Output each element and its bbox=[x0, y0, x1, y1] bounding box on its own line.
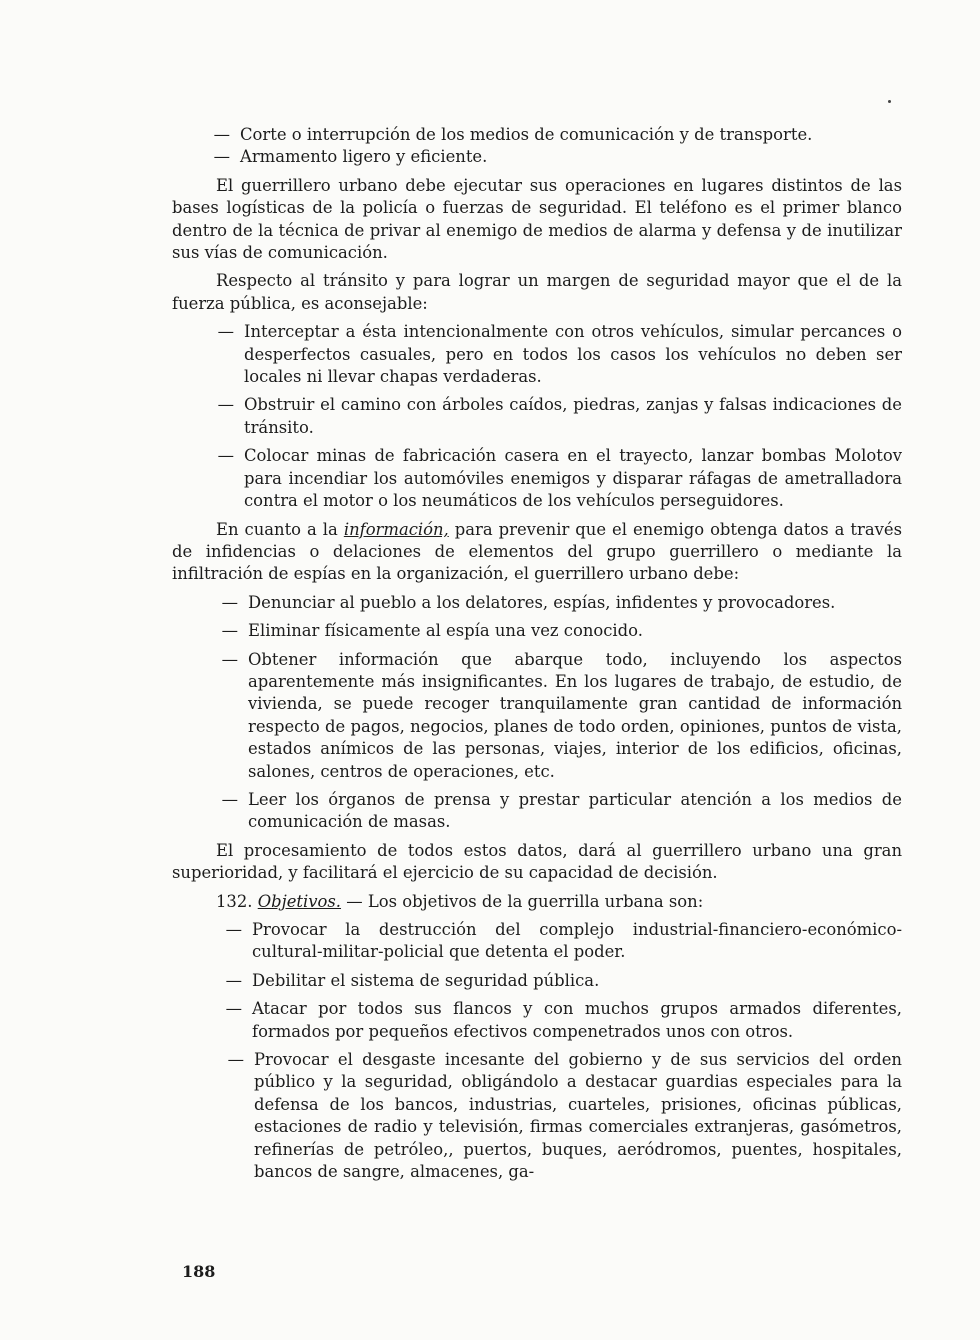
list-item bbox=[172, 998, 902, 1043]
dash-mark: — bbox=[227, 1050, 244, 1070]
list-item bbox=[172, 919, 902, 964]
list-item bbox=[172, 124, 902, 146]
list-item bbox=[172, 394, 902, 439]
paragraph bbox=[172, 519, 902, 586]
list-item bbox=[172, 1049, 902, 1183]
section-title: Objetivos. bbox=[257, 891, 342, 911]
page-number: 188 bbox=[182, 1262, 216, 1281]
bullet-text: Provocar el desgaste incesante del gobierno y de sus servicios del orden público y la seguridad, obligándolo a destacar guardias especiales para la defensa de los bancos, industrias, cuarteles, prisiones, oficinas públicas, estaciones de radio y televisión, firmas comerciales extranjeras, gasómetros, refinerías de petróleo,, puertos, buques, aeródromos, puentes, hospitales, bancos de sangre, almacenes, ga- bbox=[254, 1050, 902, 1182]
section-heading bbox=[172, 891, 902, 913]
list-item bbox=[172, 970, 902, 992]
dash-mark: — bbox=[217, 395, 234, 415]
list-item bbox=[172, 445, 902, 512]
keyword-informacion: información, bbox=[343, 519, 449, 539]
bullet-text: Colocar minas de fabricación casera en el trayecto, lanzar bombas Molotov para incendiar los automóviles enemigos y disparar ráfagas de ametralladora contra el motor o los neumáticos de los vehículos perseguidores. bbox=[244, 446, 902, 511]
dash-mark: — bbox=[225, 920, 242, 939]
dash-mark: — bbox=[221, 649, 238, 669]
scan-speck bbox=[888, 100, 891, 103]
bullet-text: Atacar por todos sus flancos y con muchos grupos armados diferentes, formados por pequeños efectivos compenetrados unos con otros. bbox=[252, 999, 902, 1041]
paragraph-rest: para prevenir que el enemigo obtenga datos a través de infidencias o delaciones de elementos del grupo guerrillero o mediante la infiltración de espías en la organización, el guerrillero urbano debe: bbox=[172, 519, 902, 584]
list-item bbox=[172, 592, 902, 614]
dash-mark: — bbox=[213, 125, 230, 144]
list-item bbox=[172, 620, 902, 642]
list-item bbox=[172, 146, 902, 168]
paragraph: Respecto al tránsito y para lograr un margen de seguridad mayor que el de la fuerza pública, es aconsejable: bbox=[172, 271, 902, 313]
bullet-text: Obstruir el camino con árboles caídos, piedras, zanjas y falsas indicaciones de tránsito. bbox=[244, 395, 902, 437]
bullet-text: Debilitar el sistema de seguridad pública. bbox=[252, 970, 600, 990]
bullet-text: Eliminar físicamente al espía una vez conocido. bbox=[248, 621, 643, 641]
bullet-text: Corte o interrupción de los medios de comunicación y de transporte. bbox=[240, 125, 813, 144]
page-body bbox=[172, 124, 902, 1183]
dash-mark: — bbox=[221, 592, 238, 612]
dash-mark: — bbox=[217, 446, 234, 466]
bullet-text: Denunciar al pueblo a los delatores, espías, infidentes y provocadores. bbox=[248, 592, 836, 612]
dash-mark: — bbox=[225, 999, 242, 1019]
dash-mark: — bbox=[213, 147, 230, 167]
bullet-text: Obtener información que abarque todo, incluyendo los aspectos aparentemente más insignificantes. En los lugares de trabajo, de estudio, de vivienda, se puede recoger tranquilamente gran cantidad de información respecto de pagos, negocios, planes de todo orden, opiniones, puntos de vista, estados anímicos de las personas, viajes, interior de los edificios, oficinas, salones, centros de operaciones, etc. bbox=[248, 649, 902, 781]
list-item bbox=[172, 321, 902, 388]
bullet-text: Interceptar a ésta intencionalmente con otros vehículos, simular percances o desperfectos casuales, pero en todos los casos los vehículos no deben ser locales ni llevar chapas verdaderas. bbox=[244, 322, 902, 387]
bullet-text: Provocar la destrucción del complejo industrial-financiero-económico-cultural-militar-policial que detenta el poder. bbox=[252, 920, 902, 962]
list-item bbox=[172, 649, 902, 783]
paragraph: El procesamiento de todos estos datos, dará al guerrillero urbano una gran superioridad, y facilitará el ejercicio de su capacidad de decisión. bbox=[172, 840, 902, 883]
paragraph-lead: En cuanto a la bbox=[216, 519, 344, 539]
section-number: 132. bbox=[216, 891, 253, 911]
list-item bbox=[172, 789, 902, 834]
paragraph: El guerrillero urbano debe ejecutar sus operaciones en lugares distintos de las bases logísticas de la policía o fuerzas de seguridad. El teléfono es el primer blanco dentro de la técnica de privar al enemigo de medios de alarma y defensa y de inutilizar sus vías de comunicación. bbox=[172, 175, 902, 263]
bullet-text: Leer los órganos de prensa y prestar particular atención a los medios de comunicación de masas. bbox=[248, 789, 902, 832]
bullet-text: Armamento ligero y eficiente. bbox=[240, 147, 488, 167]
section-intro: — Los objetivos de la guerrilla urbana son: bbox=[341, 891, 704, 911]
dash-mark: — bbox=[217, 322, 234, 342]
dash-mark: — bbox=[221, 621, 238, 641]
dash-mark: — bbox=[221, 789, 238, 809]
dash-mark: — bbox=[225, 970, 242, 990]
